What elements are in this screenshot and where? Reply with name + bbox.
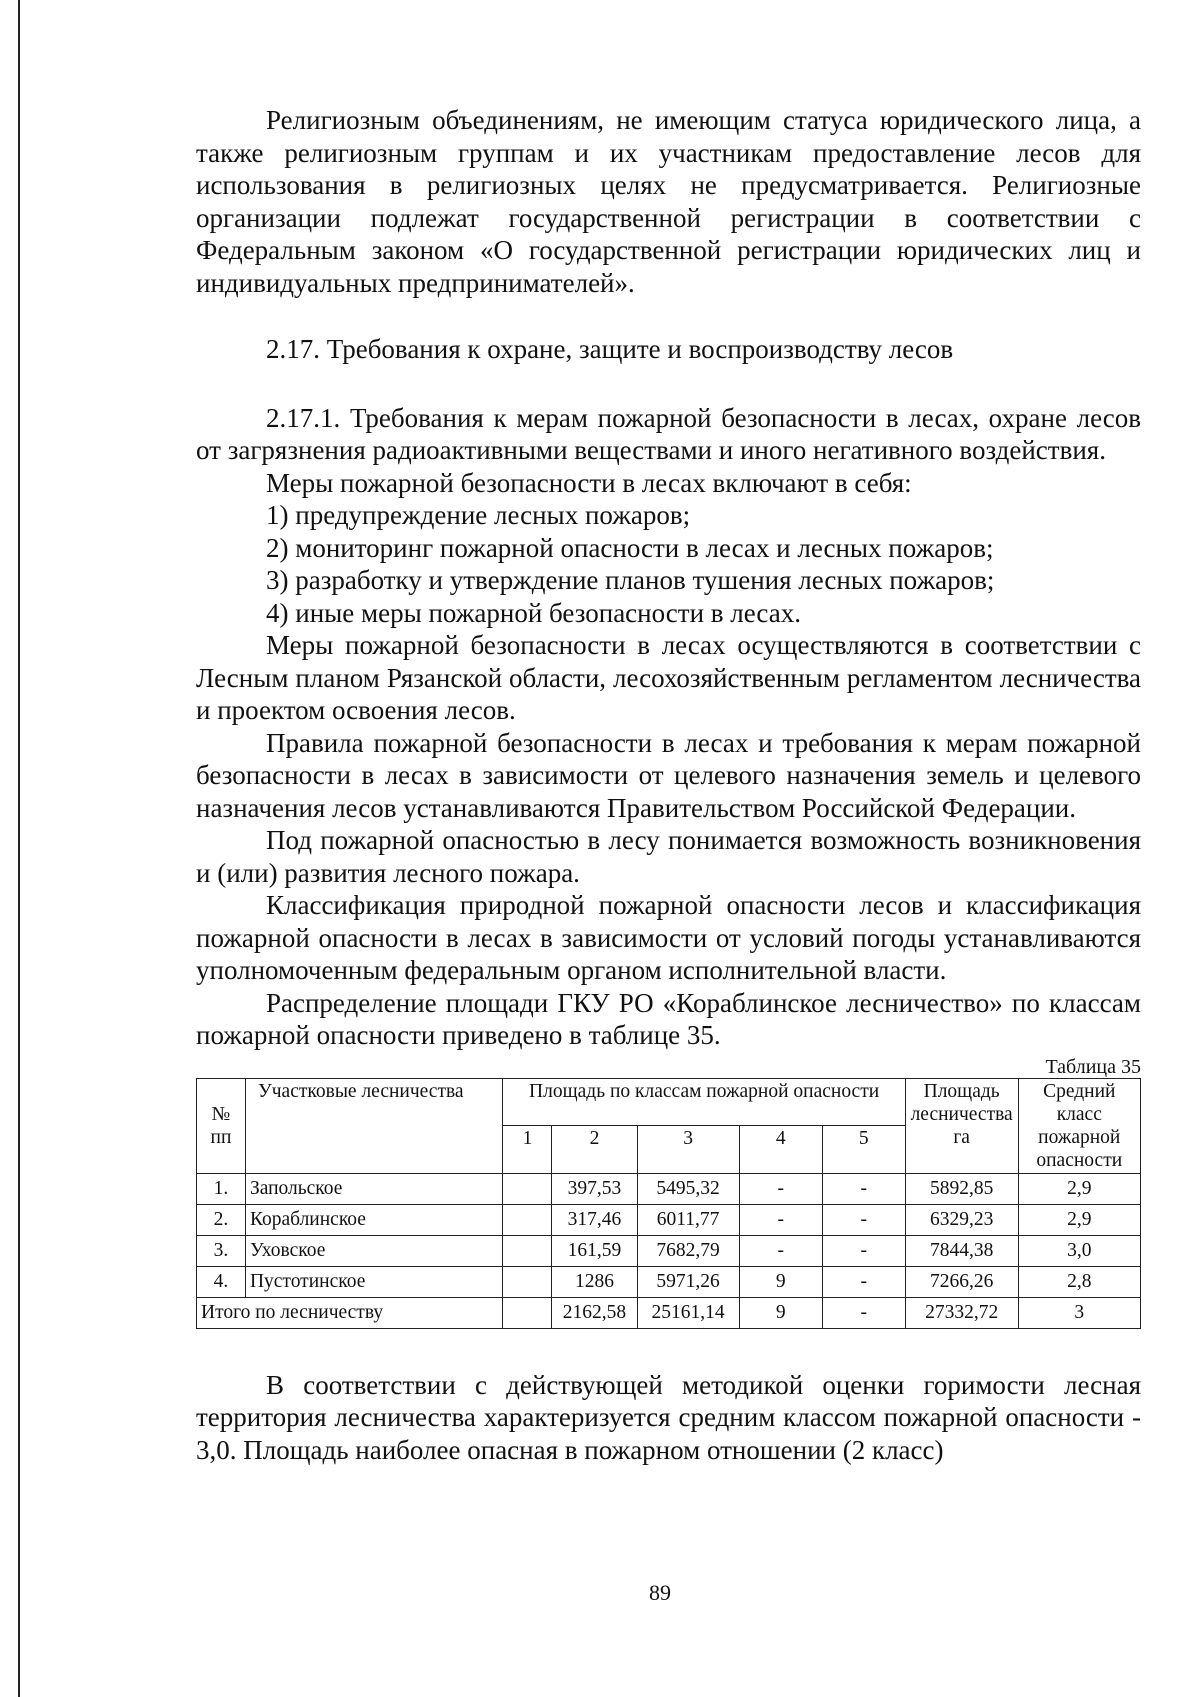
table-caption: Таблица 35 (1045, 1055, 1141, 1078)
list-item: 4) иные меры пожарной безопасности в лесах. (266, 597, 801, 628)
cell-avg-class: 2,9 (1018, 1204, 1140, 1235)
cell-class-5: - (822, 1204, 905, 1235)
cell-class-5: - (822, 1235, 905, 1266)
cell-class-4: - (739, 1204, 822, 1235)
section-heading: 2.17. Требования к охране, защите и воспроизводству лесов (266, 334, 954, 364)
paragraph-fire-requirements: 2.17.1. Требования к мерам пожарной безопасности в лесах, охране лесов от загрязнения радиоактивными веществами и иного негативного воздействия. (196, 402, 1141, 465)
cell-district: Уховское (245, 1235, 503, 1266)
cell-class-1 (503, 1235, 552, 1266)
total-class-2: 2162,58 (552, 1297, 637, 1328)
total-label: Итого по лесничеству (197, 1297, 503, 1328)
page-number: 89 (649, 1580, 671, 1605)
cell-district: Кораблинское (245, 1204, 503, 1235)
header-area-by-class: Площадь по классам пожарной опасности (503, 1078, 905, 1126)
cell-district: Пустотинское (245, 1266, 503, 1297)
cell-avg-class: 3,0 (1018, 1235, 1140, 1266)
paragraph-distribution: Распределение площади ГКУ РО «Кораблинское лесничество» по классам пожарной опасности приведено в таблице 35. (196, 987, 1141, 1050)
cell-class-3: 6011,77 (637, 1204, 739, 1235)
cell-area: 7266,26 (905, 1266, 1018, 1297)
total-class-3: 25161,14 (637, 1297, 739, 1328)
header-total-area: Площадь лесничества га (905, 1078, 1018, 1173)
document-page (196, 104, 1141, 1466)
cell-area: 7844,38 (905, 1235, 1018, 1266)
table-row (197, 1235, 1141, 1266)
paragraph-forest-plan: Меры пожарной безопасности в лесах осуществляются в соответствии с Лесным планом Рязанской области, лесохозяйственным регламентом лесничества и проектом освоения лесов. (196, 630, 1141, 725)
paragraph-fire-measures-intro: Меры пожарной безопасности в лесах включают в себя: (266, 467, 912, 498)
cell-class-2: 1286 (552, 1266, 637, 1297)
cell-class-4: - (739, 1235, 822, 1266)
list-item: 1) предупреждение лесных пожаров; (266, 500, 691, 530)
header-class-2: 2 (552, 1126, 637, 1174)
cell-class-5: - (822, 1266, 905, 1297)
list-item: 3) разработку и утверждение планов тушения лесных пожаров; (266, 565, 995, 595)
paragraph-religious-orgs: Религиозным объединениям, не имеющим статуса юридического лица, а также религиозным группам и их участникам предоставление лесов для использования в религиозных целях не предусматривается. Религиозные организации подлежат государственной регистрации в соответствии с Федеральным законом «О государственной регистрации юридических лиц и индивидуальных предпринимателей». (196, 105, 1141, 298)
cell-class-4: - (739, 1173, 822, 1204)
cell-area: 5892,85 (905, 1173, 1018, 1204)
total-area: 27332,72 (905, 1297, 1018, 1328)
paragraph-classification: Классификация природной пожарной опасности лесов и классификация пожарной опасности в лесах в зависимости от условий погоды устанавливаются уполномоченным федеральным органом исполнительной власти. (196, 890, 1141, 985)
table-total-row (197, 1297, 1141, 1328)
cell-class-3: 7682,79 (637, 1235, 739, 1266)
cell-class-3: 5495,32 (637, 1173, 739, 1204)
table-row (197, 1173, 1141, 1204)
paragraph-fire-rules: Правила пожарной безопасности в лесах и требования к мерам пожарной безопасности в лесах в зависимости от целевого назначения земель и целевого назначения лесов устанавливаются Правительством Российской Федерации. (196, 727, 1141, 823)
cell-avg-class: 2,9 (1018, 1173, 1140, 1204)
cell-class-1 (503, 1204, 552, 1235)
total-avg-class: 3 (1018, 1297, 1140, 1328)
paragraph-fire-danger-definition: Под пожарной опасностью в лесу понимается возможность возникновения и (или) развития лесного пожара. (196, 825, 1141, 888)
header-district: Участковые лесничества (245, 1078, 503, 1173)
fire-danger-table (196, 1078, 1141, 1329)
cell-number: 1. (197, 1173, 246, 1204)
header-class-5: 5 (822, 1126, 905, 1174)
total-class-5: - (822, 1297, 905, 1328)
cell-number: 3. (197, 1235, 246, 1266)
cell-class-3: 5971,26 (637, 1266, 739, 1297)
total-class-4: 9 (739, 1297, 822, 1328)
cell-avg-class: 2,8 (1018, 1266, 1140, 1297)
cell-area: 6329,23 (905, 1204, 1018, 1235)
cell-class-5: - (822, 1173, 905, 1204)
cell-number: 2. (197, 1204, 246, 1235)
header-class-4: 4 (739, 1126, 822, 1174)
cell-class-1 (503, 1173, 552, 1204)
scan-edge-line (18, 0, 20, 1697)
fire-measures-list (196, 499, 1141, 629)
cell-class-4: 9 (739, 1266, 822, 1297)
paragraph-average-class: В соответствии с действующей методикой оценки горимости лесная территория лесничества характеризуется средним классом пожарной опасности - 3,0. Площадь наиболее опасная в пожарном отношении (2 класс) (196, 1369, 1141, 1465)
cell-district: Запольское (245, 1173, 503, 1204)
total-class-1 (503, 1297, 552, 1328)
list-item: 2) мониторинг пожарной опасности в лесах и лесных пожаров; (266, 532, 994, 563)
header-class-1: 1 (503, 1126, 552, 1174)
cell-class-1 (503, 1266, 552, 1297)
cell-class-2: 161,59 (552, 1235, 637, 1266)
header-number: № пп (197, 1078, 246, 1173)
table-row (197, 1204, 1141, 1235)
header-avg-class: Средний класс пожарной опасности (1018, 1078, 1140, 1173)
table-row (197, 1266, 1141, 1297)
cell-class-2: 397,53 (552, 1173, 637, 1204)
header-class-3: 3 (637, 1126, 739, 1174)
cell-number: 4. (197, 1266, 246, 1297)
cell-class-2: 317,46 (552, 1204, 637, 1235)
